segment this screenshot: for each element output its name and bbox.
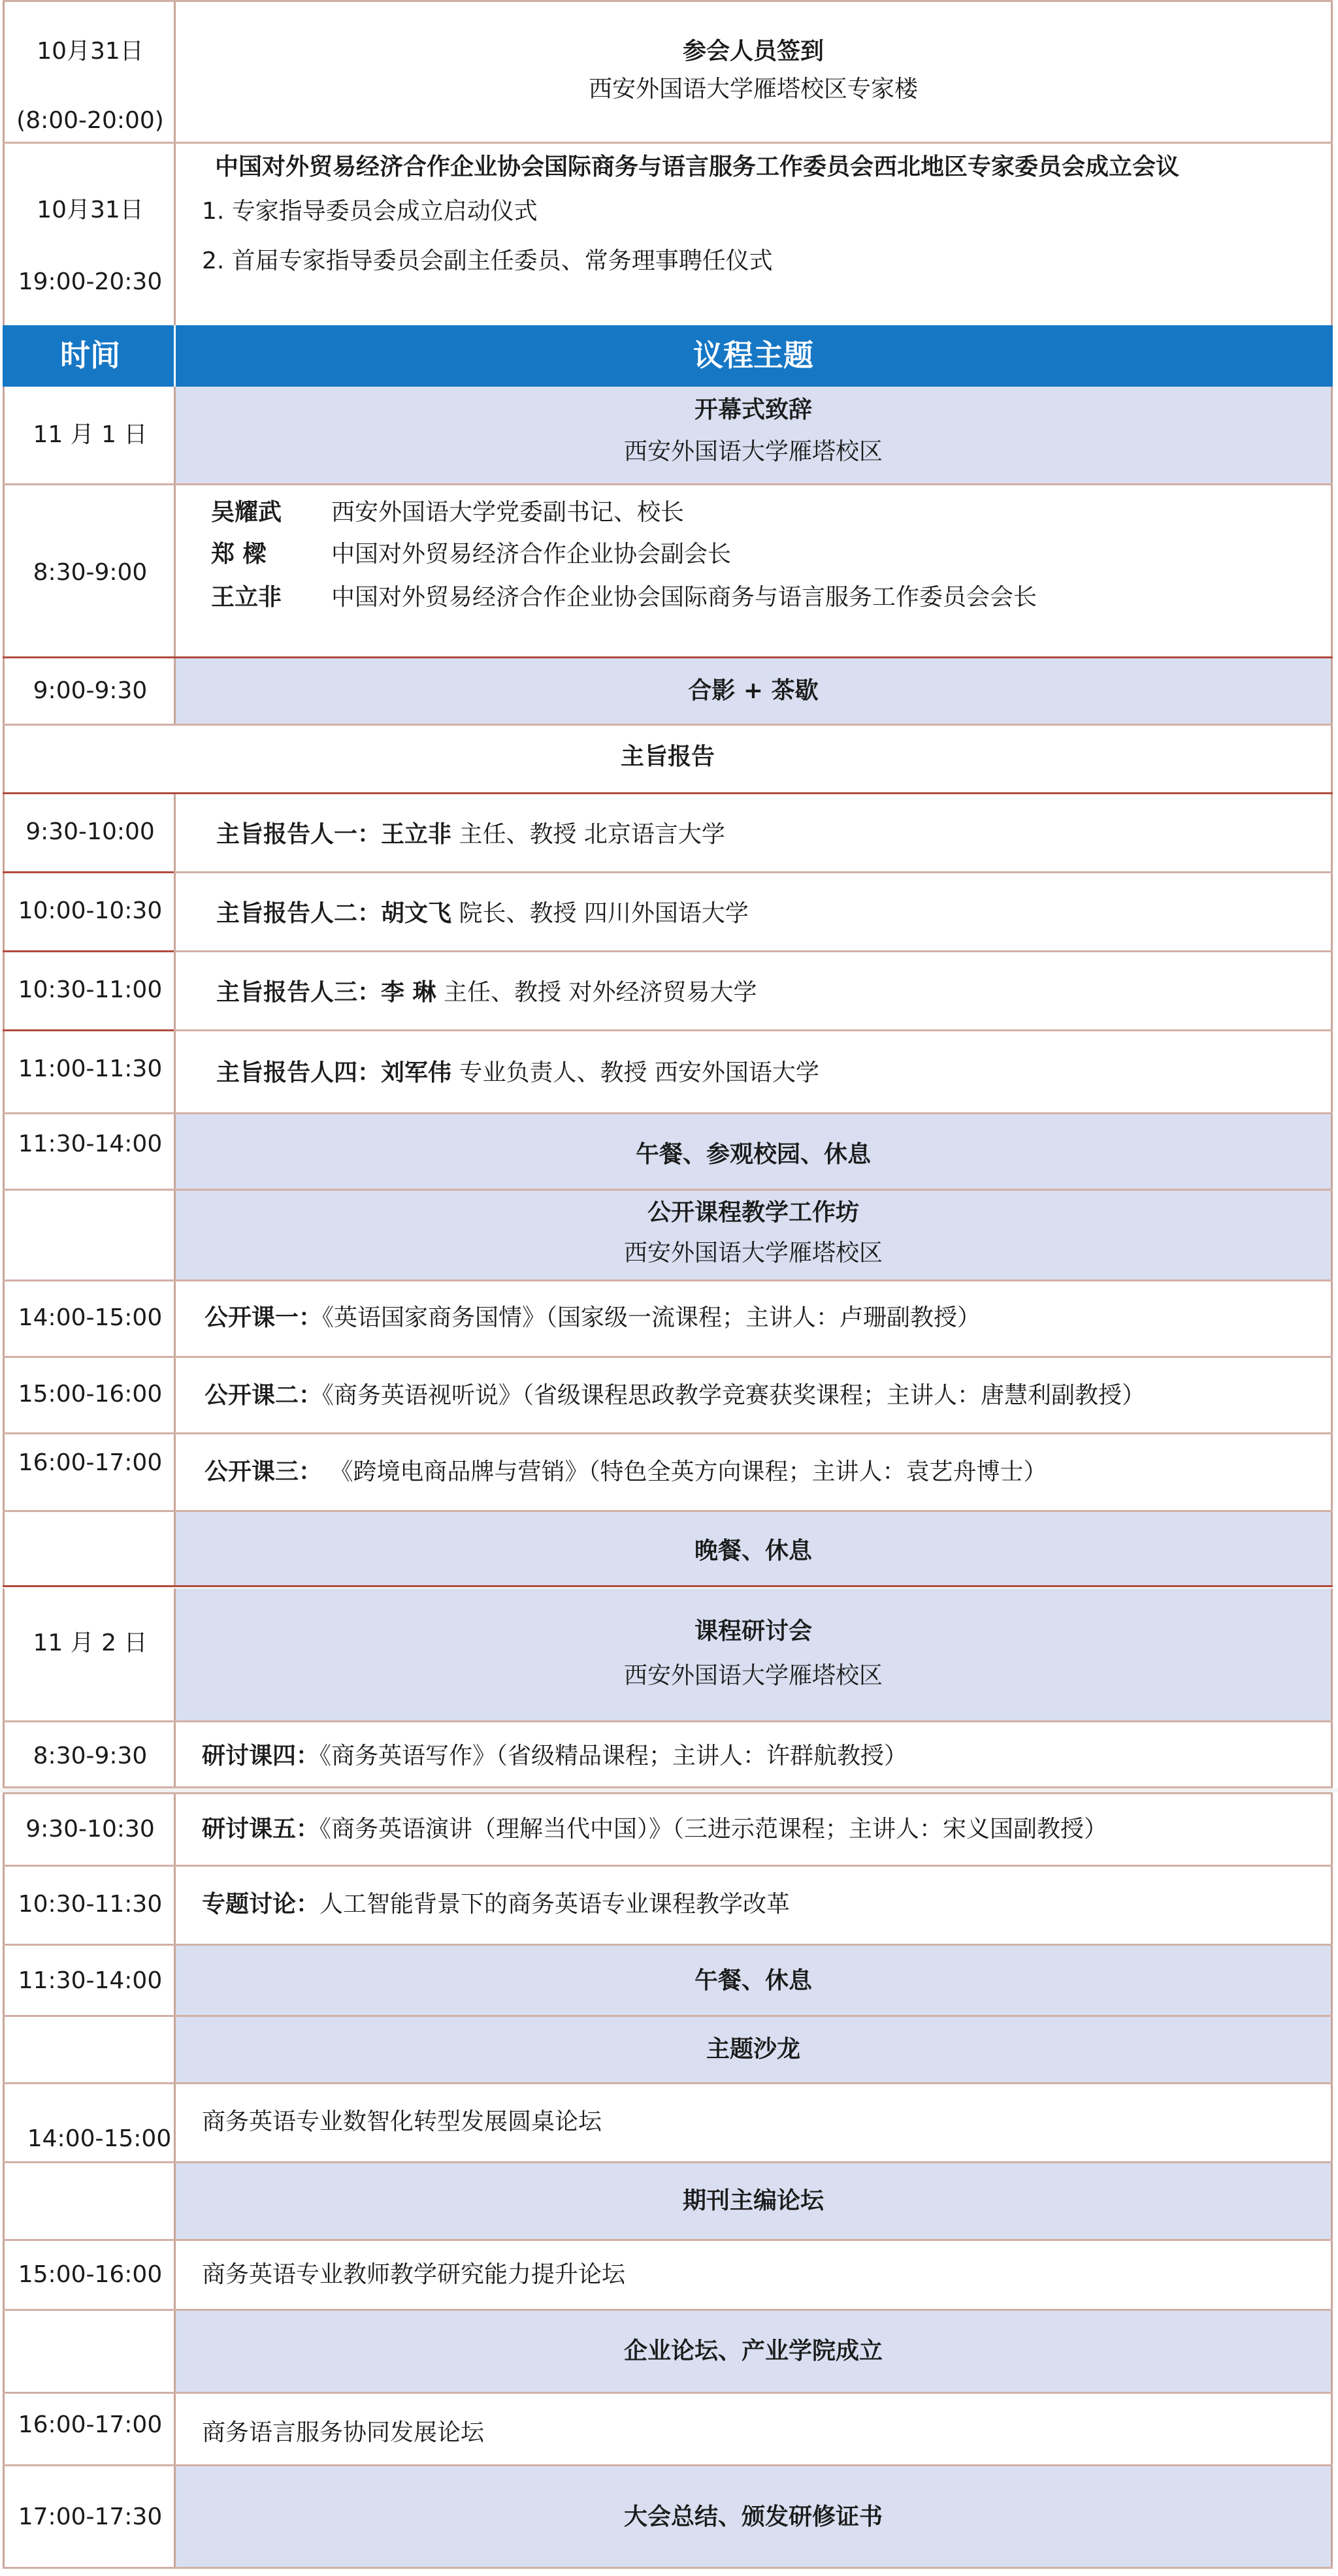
seminar-line bbox=[202, 1815, 1107, 1844]
row-signin bbox=[3, 2, 1333, 142]
row-course-3 bbox=[3, 1434, 1333, 1510]
keynote-label: 主旨报告人二： bbox=[216, 900, 382, 927]
keynote-speaker: 李 琳 bbox=[381, 979, 436, 1006]
editors-title: 期刊主编论坛 bbox=[682, 2187, 824, 2214]
row-keynote-2 bbox=[3, 873, 1333, 950]
course-time: 15:00-16:00 bbox=[18, 1381, 163, 1408]
row-opening bbox=[3, 387, 1333, 483]
roundtable-text: 商务英语专业数智化转型发展圆桌论坛 bbox=[202, 2108, 602, 2135]
keynote-info: 院长、教授 四川外国语大学 bbox=[451, 900, 749, 927]
keynote-line bbox=[216, 1059, 819, 1087]
course-text: 《英语国家商务国情》（国家级一流课程；主讲人：卢珊副教授） bbox=[322, 1304, 981, 1331]
workshop-title: 公开课程教学工作坊 bbox=[647, 1199, 859, 1226]
row-seminar bbox=[3, 1588, 1333, 1720]
row-workshop bbox=[3, 1191, 1333, 1280]
row-enterprise bbox=[3, 2311, 1333, 2392]
course-time: 14:00-15:00 bbox=[18, 1304, 163, 1331]
enterprise-title: 企业论坛、产业学院成立 bbox=[623, 2338, 883, 2364]
seminar-line bbox=[202, 1742, 907, 1771]
keynote-time: 10:30-11:00 bbox=[18, 976, 163, 1003]
topic-time: 10:30-11:30 bbox=[18, 1891, 163, 1918]
row-topic bbox=[3, 1867, 1333, 1944]
keynote-time: 11:00-11:30 bbox=[18, 1055, 163, 1082]
keynote-info: 主任、教授 对外经济贸易大学 bbox=[436, 979, 757, 1006]
language-text: 商务语言服务协同发展论坛 bbox=[202, 2419, 485, 2446]
course-line bbox=[204, 1381, 1145, 1410]
keynote-line bbox=[216, 978, 757, 1007]
course-label: 公开课二： bbox=[204, 1382, 323, 1409]
speaker-role: 西安外国语大学党委副书记、校长 bbox=[331, 499, 685, 526]
course-time: 16:00-17:00 bbox=[18, 1449, 163, 1476]
row-editors bbox=[3, 2163, 1333, 2239]
speaker-name: 郑 樑 bbox=[211, 541, 267, 568]
speaker-name: 吴耀武 bbox=[211, 499, 282, 526]
opening-location: 西安外国语大学雁塔校区 bbox=[623, 438, 883, 465]
row-course-2 bbox=[3, 1358, 1333, 1432]
keynote-label: 主旨报告人三： bbox=[216, 979, 382, 1006]
course-text: 《商务英语视听说》（省级课程思政教学竞赛获奖课程；主讲人：唐慧利副教授） bbox=[322, 1382, 1146, 1409]
keynote-info: 专业负责人、教授 西安外国语大学 bbox=[451, 1059, 819, 1086]
row-lunch-2 bbox=[3, 1946, 1333, 2015]
founding-title: 中国对外贸易经济合作企业协会国际商务与语言服务工作委员会西北地区专家委员会成立会议 bbox=[215, 153, 1180, 180]
founding-time: 19:00-20:30 bbox=[18, 268, 163, 295]
keynote-speaker: 刘军伟 bbox=[381, 1059, 452, 1086]
lunch-time: 11:30-14:00 bbox=[18, 1131, 163, 1157]
course-line bbox=[204, 1304, 981, 1332]
keynote-line bbox=[216, 820, 725, 849]
keynote-time: 9:30-10:00 bbox=[25, 818, 155, 845]
signin-date: 10月31日 bbox=[37, 38, 144, 65]
closing-time: 17:00-17:30 bbox=[18, 2504, 163, 2530]
row-speeches bbox=[3, 485, 1333, 656]
keynote-line bbox=[216, 899, 749, 928]
photo-time: 9:00-9:30 bbox=[33, 677, 148, 704]
lunch-text: 午餐、参观校园、休息 bbox=[635, 1141, 871, 1168]
closing-text: 大会总结、颁发研修证书 bbox=[623, 2504, 883, 2530]
opening-title: 开幕式致辞 bbox=[694, 396, 812, 423]
keynote-title: 主旨报告 bbox=[620, 743, 715, 770]
keynote-speaker: 胡文飞 bbox=[381, 900, 452, 927]
day2-date: 11 月 2 日 bbox=[33, 1630, 148, 1656]
table-header bbox=[3, 325, 1333, 387]
seminar-location: 西安外国语大学雁塔校区 bbox=[623, 1662, 883, 1689]
row-seminar-4 bbox=[3, 1722, 1333, 1786]
seminar-label: 研讨课五： bbox=[202, 1816, 320, 1843]
speeches-time: 8:30-9:00 bbox=[33, 559, 148, 586]
keynote-speaker: 王立非 bbox=[381, 821, 452, 848]
row-keynote-1 bbox=[3, 794, 1333, 871]
speaker-role: 中国对外贸易经济合作企业协会国际商务与语言服务工作委员会会长 bbox=[331, 584, 1037, 611]
row-dinner bbox=[3, 1512, 1333, 1585]
row-keynote-3 bbox=[3, 952, 1333, 1029]
seminar-time: 8:30-9:30 bbox=[33, 1743, 148, 1769]
course-text: 《跨境电商品牌与营销》（特色全英方向课程；主讲人：袁艺舟博士） bbox=[322, 1458, 1047, 1485]
seminar-text: 《商务英语演讲（理解当代中国）》（三进示范课程；主讲人：宋义国副教授） bbox=[319, 1816, 1108, 1843]
seminar-text: 《商务英语写作》（省级精品课程；主讲人：许群航教授） bbox=[319, 1743, 908, 1769]
signin-title: 参会人员签到 bbox=[682, 38, 824, 65]
founding-date: 10月31日 bbox=[37, 197, 144, 223]
row-teachers bbox=[3, 2241, 1333, 2309]
salon-title: 主题沙龙 bbox=[706, 2036, 800, 2063]
course-line bbox=[204, 1458, 1047, 1487]
signin-time: (8:00-20:00) bbox=[16, 107, 164, 134]
speaker-name: 王立非 bbox=[211, 584, 282, 611]
teachers-time: 15:00-16:00 bbox=[18, 2261, 163, 2288]
keynote-info: 主任、教授 北京语言大学 bbox=[451, 821, 725, 848]
row-founding bbox=[3, 144, 1333, 325]
row-course-1 bbox=[3, 1281, 1333, 1356]
course-label: 公开课一： bbox=[204, 1304, 323, 1331]
lunch-text: 午餐、休息 bbox=[694, 1967, 812, 1994]
seminar-label: 研讨课四： bbox=[202, 1743, 320, 1769]
roundtable-time: 14:00-15:00 bbox=[27, 2125, 172, 2152]
row-seminar-5 bbox=[3, 1794, 1333, 1865]
row-keynote-4 bbox=[3, 1031, 1333, 1112]
seminar-title: 课程研讨会 bbox=[694, 1618, 812, 1645]
lunch-time: 11:30-14:00 bbox=[18, 1967, 163, 1994]
keynote-time: 10:00-10:30 bbox=[18, 897, 163, 924]
day1-date: 11 月 1 日 bbox=[33, 421, 148, 448]
signin-location: 西安外国语大学雁塔校区专家楼 bbox=[588, 76, 918, 103]
header-topic: 议程主题 bbox=[693, 338, 813, 373]
row-salon bbox=[3, 2017, 1333, 2082]
photo-text: 合影 + 茶歇 bbox=[688, 677, 819, 704]
row-keynote-title bbox=[3, 726, 1333, 792]
keynote-label: 主旨报告人一： bbox=[216, 821, 382, 848]
topic-line bbox=[202, 1890, 790, 1919]
row-lunch-1 bbox=[3, 1114, 1333, 1189]
row-photo bbox=[3, 658, 1333, 724]
language-time: 16:00-17:00 bbox=[18, 2411, 163, 2438]
header-time: 时间 bbox=[60, 338, 120, 373]
dinner-text: 晚餐、休息 bbox=[694, 1538, 812, 1564]
course-label: 公开课三： bbox=[204, 1458, 323, 1485]
keynote-label: 主旨报告人四： bbox=[216, 1059, 382, 1086]
row-language bbox=[3, 2394, 1333, 2464]
teachers-text: 商务英语专业教师教学研究能力提升论坛 bbox=[202, 2261, 626, 2288]
row-roundtable bbox=[3, 2084, 1333, 2161]
speaker-role: 中国对外贸易经济合作企业协会副会长 bbox=[331, 541, 732, 568]
topic-label: 专题讨论： bbox=[202, 1891, 320, 1918]
row-closing bbox=[3, 2466, 1333, 2567]
workshop-location: 西安外国语大学雁塔校区 bbox=[623, 1240, 883, 1266]
seminar-time: 9:30-10:30 bbox=[25, 1816, 155, 1843]
founding-item-1: 1. 专家指导委员会成立启动仪式 bbox=[202, 198, 538, 225]
topic-text: 人工智能背景下的商务英语专业课程教学改革 bbox=[319, 1891, 791, 1918]
founding-item-2: 2. 首届专家指导委员会副主任委员、常务理事聘任仪式 bbox=[202, 248, 773, 274]
